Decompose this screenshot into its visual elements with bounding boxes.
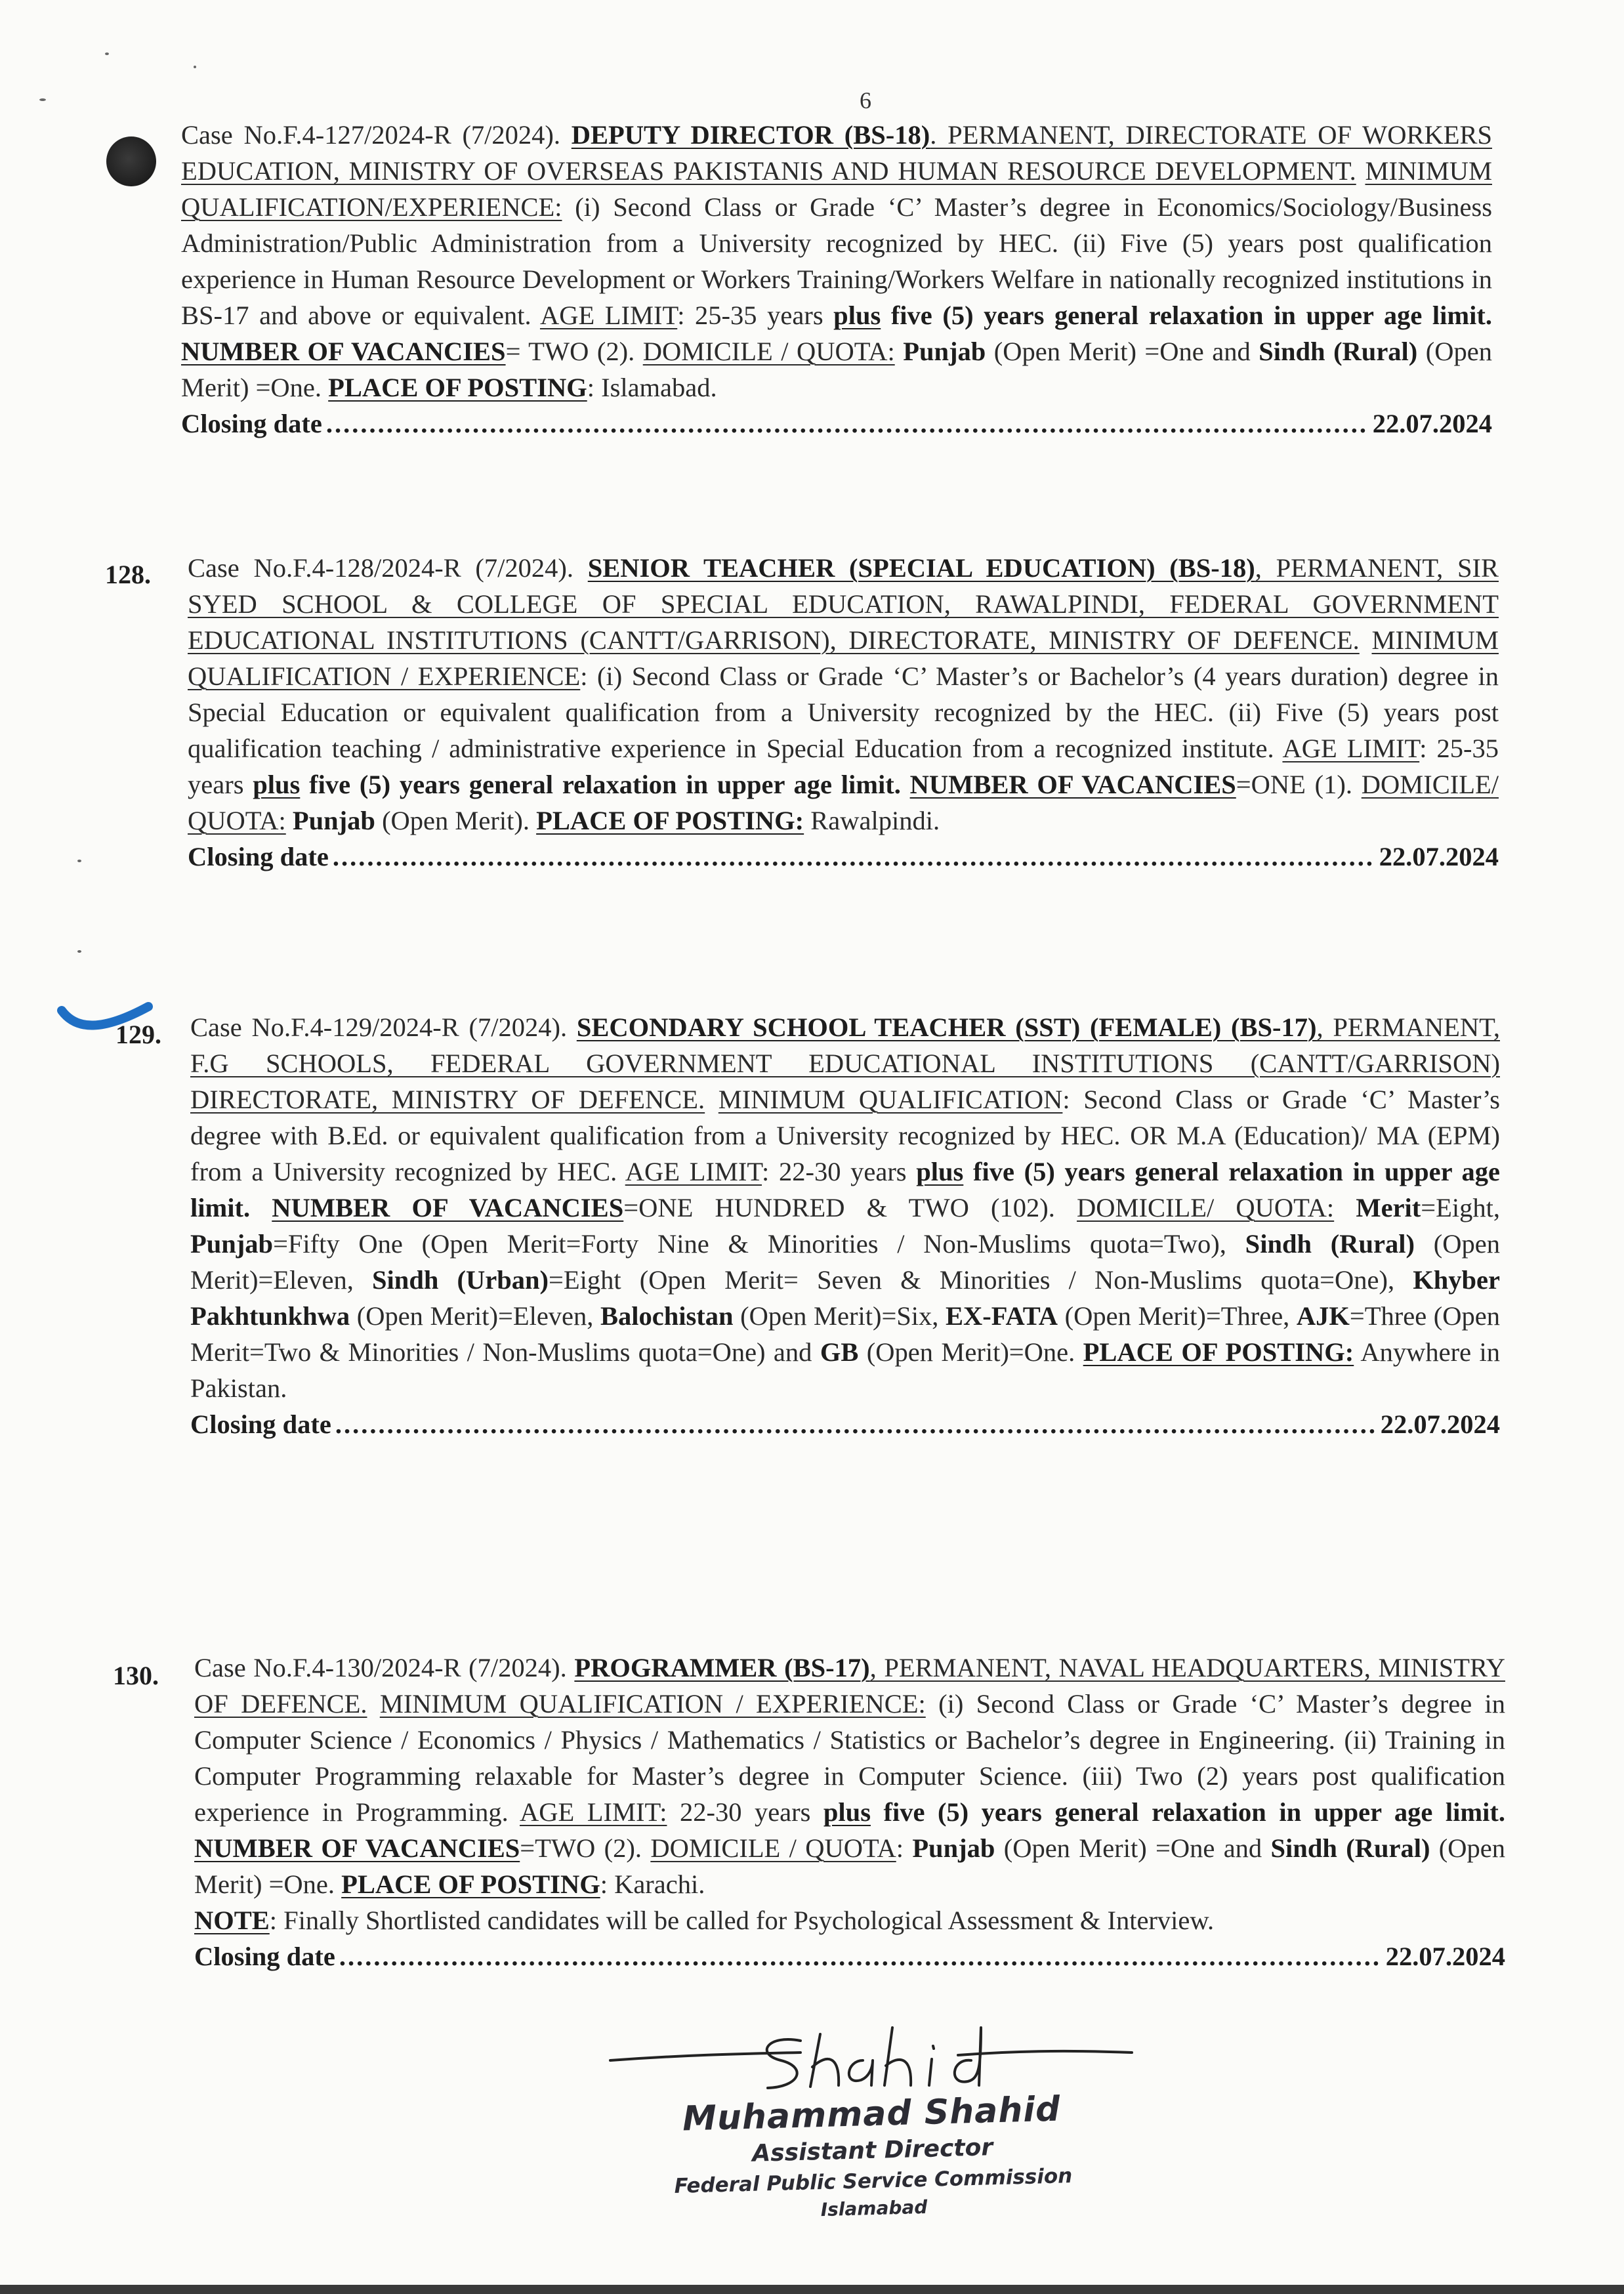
quota-region: GB	[820, 1337, 859, 1367]
qualification-label: MINIMUM QUALIFICATION / EXPERIENCE:	[379, 1689, 926, 1719]
quota-region: EX-FATA	[946, 1301, 1058, 1331]
age-limit-label: AGE LIMIT	[1282, 734, 1420, 763]
closing-date-label: Closing date	[190, 1409, 331, 1439]
age-limit-text: : 22-30 years	[762, 1157, 917, 1186]
quota-detail: (Open Merit).	[375, 806, 537, 835]
leader-dots	[326, 406, 1369, 442]
closing-date: 22.07.2024	[1385, 1942, 1505, 1971]
plus-word: plus	[833, 301, 881, 330]
age-limit-label: AGE LIMIT:	[520, 1797, 667, 1827]
qualification-label: MINIMUM QUALIFICATION/EXPERIENCE:	[181, 156, 1492, 222]
post-title: SECONDARY SCHOOL TEACHER (SST) (FEMALE) (BS-17)	[576, 1012, 1317, 1042]
case-number: 128.	[105, 560, 151, 589]
case-ref: Case No.F.4-128/2024-R (7/2024).	[188, 553, 588, 583]
quota-region: Punjab	[190, 1229, 274, 1259]
quota-detail: (Open Merit)=Six,	[733, 1301, 946, 1331]
signature-block	[591, 2014, 1155, 2231]
domicile-label: DOMICILE/ QUOTA:	[188, 770, 1499, 835]
case-number: 129.	[115, 1020, 161, 1049]
quota-region: Punjab	[292, 806, 375, 835]
quota-region: Sindh (Rural)	[1245, 1229, 1415, 1259]
post-title: PROGRAMMER (BS-17)	[574, 1653, 870, 1682]
quota-region: Sindh (Rural)	[1259, 337, 1418, 366]
posting-label: PLACE OF POSTING	[328, 373, 587, 402]
case-128	[188, 550, 1499, 875]
age-limit-text: : 25-35 years	[188, 734, 1499, 799]
case-ref: Case No.F.4-127/2024-R (7/2024).	[181, 120, 572, 150]
signatory-organization: Federal Public Service Commission	[674, 2164, 1073, 2198]
closing-date-label: Closing date	[181, 409, 322, 438]
case-127	[181, 117, 1492, 442]
department: . PERMANENT, DIRECTORATE OF WORKERS EDUCATION, MINISTRY OF OVERSEAS PAKISTANIS AND HUMAN RESOURCE DEVELOPMENT.	[181, 120, 1493, 186]
quota-detail	[286, 806, 293, 835]
quota-region: Sindh (Rural)	[1270, 1833, 1430, 1863]
note-label: NOTE	[194, 1906, 270, 1935]
quota-region: Sindh (Urban)	[372, 1265, 549, 1295]
scan-speck	[39, 98, 46, 101]
domicile-text	[286, 806, 536, 835]
plus-word: plus	[916, 1157, 964, 1186]
age-limit-label: AGE LIMIT	[625, 1157, 762, 1186]
closing-date-label: Closing date	[188, 842, 329, 871]
closing-date-row	[194, 1938, 1505, 1974]
quota-detail: (Open Merit) =One.	[181, 337, 1493, 402]
closing-date: 22.07.2024	[1379, 842, 1499, 871]
closing-date-row	[190, 1406, 1500, 1442]
case-129	[190, 1009, 1500, 1442]
qualification-text: (i) Second Class or Grade ‘C’ Master’s degree in Computer Science / Economics / Physics / Mathematics / Statistics or Bachelor’s degree in Engineering. (ii) Training in Computer Programming relaxable for Master’s degree in Computer Science. (iii) Two (2) years post qualification experience in Programming.	[194, 1689, 1505, 1827]
quota-detail: (Open Merit)=Eleven,	[350, 1301, 601, 1331]
relaxation-text: five (5) years general relaxation in upper age limit.	[300, 770, 901, 799]
qualification-label: MINIMUM QUALIFICATION / EXPERIENCE	[188, 625, 1499, 691]
posting-label: PLACE OF POSTING:	[536, 806, 804, 835]
quota-detail: (Open Merit) =One.	[194, 1833, 1505, 1899]
post-title: SENIOR TEACHER (SPECIAL EDUCATION) (BS-18)	[587, 553, 1255, 583]
vacancies-text: =TWO (2).	[520, 1833, 651, 1863]
quota-region: Merit	[1356, 1193, 1421, 1222]
case-130	[194, 1650, 1505, 1974]
scan-speck	[77, 950, 81, 953]
department: , PERMANENT, F.G SCHOOLS, FEDERAL GOVERNMENT EDUCATIONAL INSTITUTIONS (CANTT/GARRISON) DIRECTORATE, MINISTRY OF DEFENCE.	[190, 1012, 1500, 1114]
posting-label: PLACE OF POSTING:	[1083, 1337, 1354, 1367]
plus-word: plus	[823, 1797, 871, 1827]
age-limit-label: AGE LIMIT	[539, 301, 678, 330]
qualification-text: (i) Second Class or Grade ‘C’ Master’s degree in Economics/Sociology/Business Administration/Public Administration from a University recognized by HEC. (ii) Five (5) years post qualification experience in Human Resource Development or Workers Training/Workers Welfare in nationally recognized institutions in BS-17 and above or equivalent.	[181, 192, 1492, 330]
vacancies-text: = TWO (2).	[505, 337, 643, 366]
case-ref: Case No.F.4-129/2024-R (7/2024).	[190, 1012, 577, 1042]
age-limit-text: : 25-35 years	[677, 301, 834, 330]
posting-text: : Karachi.	[600, 1869, 705, 1899]
hole-punch-icon	[106, 136, 156, 186]
posting-text: Rawalpindi.	[804, 806, 940, 835]
posting-text: Anywhere in Pakistan.	[190, 1337, 1500, 1403]
domicile-label: DOMICILE / QUOTA	[650, 1833, 896, 1863]
closing-date-row	[188, 839, 1499, 875]
scan-speck	[105, 52, 109, 55]
quota-region: Balochistan	[600, 1301, 734, 1331]
department: , PERMANENT, SIR SYED SCHOOL & COLLEGE OF SPECIAL EDUCATION, RAWALPINDI, FEDERAL GOVERNMENT EDUCATIONAL INSTITUTIONS (CANTT/GARRISON), DIRECTORATE, MINISTRY OF DEFENCE.	[188, 553, 1499, 655]
vacancies-text: =ONE (1).	[1236, 770, 1362, 799]
signatory-name: Muhammad Shahid	[682, 2089, 1062, 2139]
leader-dots	[339, 1938, 1382, 1974]
qualification-text: : Second Class or Grade ‘C’ Master’s degree with B.Ed. or equivalent qualification from a University recognized by HEC. OR M.A (Education)/ MA (EPM) from a University recognized by HEC.	[190, 1085, 1501, 1186]
quota-region: AJK	[1296, 1301, 1350, 1331]
quota-region: Punjab	[903, 337, 986, 366]
qualification-text: : (i) Second Class or Grade ‘C’ Master’s or Bachelor’s (4 years duration) degree in Special Education or equivalent qualification from a University recognized by the HEC. (ii) Five (5) years post qualification teaching / administrative experience in Special Education from a recognized institute.	[188, 661, 1499, 763]
vacancies-label: NUMBER OF VACANCIES	[272, 1193, 624, 1222]
post-title: DEPUTY DIRECTOR (BS-18)	[571, 120, 930, 150]
quota-detail	[1334, 1193, 1356, 1222]
quota-detail: (Open Merit)=One.	[858, 1337, 1083, 1367]
quota-region: Khyber Pakhtunkhwa	[190, 1265, 1500, 1331]
scan-speck	[194, 66, 196, 68]
leader-dots	[335, 1406, 1377, 1442]
quota-detail	[895, 337, 904, 366]
quota-detail: =Fifty One (Open Merit=Forty Nine & Minorities / Non-Muslims quota=Two),	[273, 1229, 1245, 1259]
case-number: 130.	[113, 1661, 159, 1690]
vacancies-label: NUMBER OF VACANCIES	[194, 1833, 520, 1863]
closing-date: 22.07.2024	[1372, 409, 1492, 438]
scan-speck	[77, 860, 81, 862]
relaxation-text: five (5) years general relaxation in upper age limit.	[190, 1157, 1500, 1222]
relaxation-text: five (5) years general relaxation in upper age limit.	[881, 301, 1492, 330]
note-line	[194, 1902, 1505, 1938]
quota-region: Punjab	[912, 1833, 995, 1863]
quota-detail: =Three (Open Merit=Two & Minorities / Non-Muslims quota=One) and	[190, 1301, 1500, 1367]
closing-date-label: Closing date	[194, 1942, 335, 1971]
vacancies-label: NUMBER OF VACANCIES	[181, 337, 506, 366]
quota-detail: (Open Merit) =One and	[986, 337, 1259, 366]
official-stamp	[589, 2086, 1157, 2229]
vacancies-label: NUMBER OF VACANCIES	[909, 770, 1236, 799]
domicile-label: DOMICILE / QUOTA:	[642, 337, 895, 366]
page-number: 6	[860, 87, 871, 114]
signatory-title: Assistant Director	[751, 2134, 993, 2167]
posting-label: PLACE OF POSTING	[341, 1869, 600, 1899]
case-ref: Case No.F.4-130/2024-R (7/2024).	[194, 1653, 575, 1682]
age-limit-text: 22-30 years	[667, 1797, 823, 1827]
scan-bottom-edge	[0, 2285, 1624, 2294]
quota-detail: =Eight,	[1421, 1193, 1501, 1222]
quota-detail: (Open Merit)=Three,	[1058, 1301, 1297, 1331]
signatory-city: Islamabad	[820, 2196, 928, 2221]
closing-date-row	[181, 406, 1492, 442]
quota-detail: (Open Merit)=Eleven,	[190, 1229, 1500, 1295]
quota-detail: =Eight (Open Merit= Seven & Minorities / Non-Muslims quota=One),	[549, 1265, 1413, 1295]
vacancies-text: =ONE HUNDRED & TWO (102).	[623, 1193, 1077, 1222]
leader-dots	[333, 839, 1375, 875]
relaxation-text: five (5) years general relaxation in upper age limit.	[870, 1797, 1505, 1827]
closing-date: 22.07.2024	[1380, 1409, 1500, 1439]
quota-detail: (Open Merit) =One and	[995, 1833, 1271, 1863]
department: , PERMANENT, NAVAL HEADQUARTERS, MINISTRY OF DEFENCE.	[194, 1653, 1505, 1719]
domicile-label: DOMICILE/ QUOTA:	[1077, 1193, 1335, 1222]
plus-word: plus	[253, 770, 301, 799]
note-text: : Finally Shortlisted candidates will be called for Psychological Assessment & Interview.	[269, 1906, 1215, 1935]
posting-text: : Islamabad.	[587, 373, 717, 402]
quota-detail: :	[896, 1833, 913, 1863]
qualification-label: MINIMUM QUALIFICATION	[718, 1085, 1063, 1114]
